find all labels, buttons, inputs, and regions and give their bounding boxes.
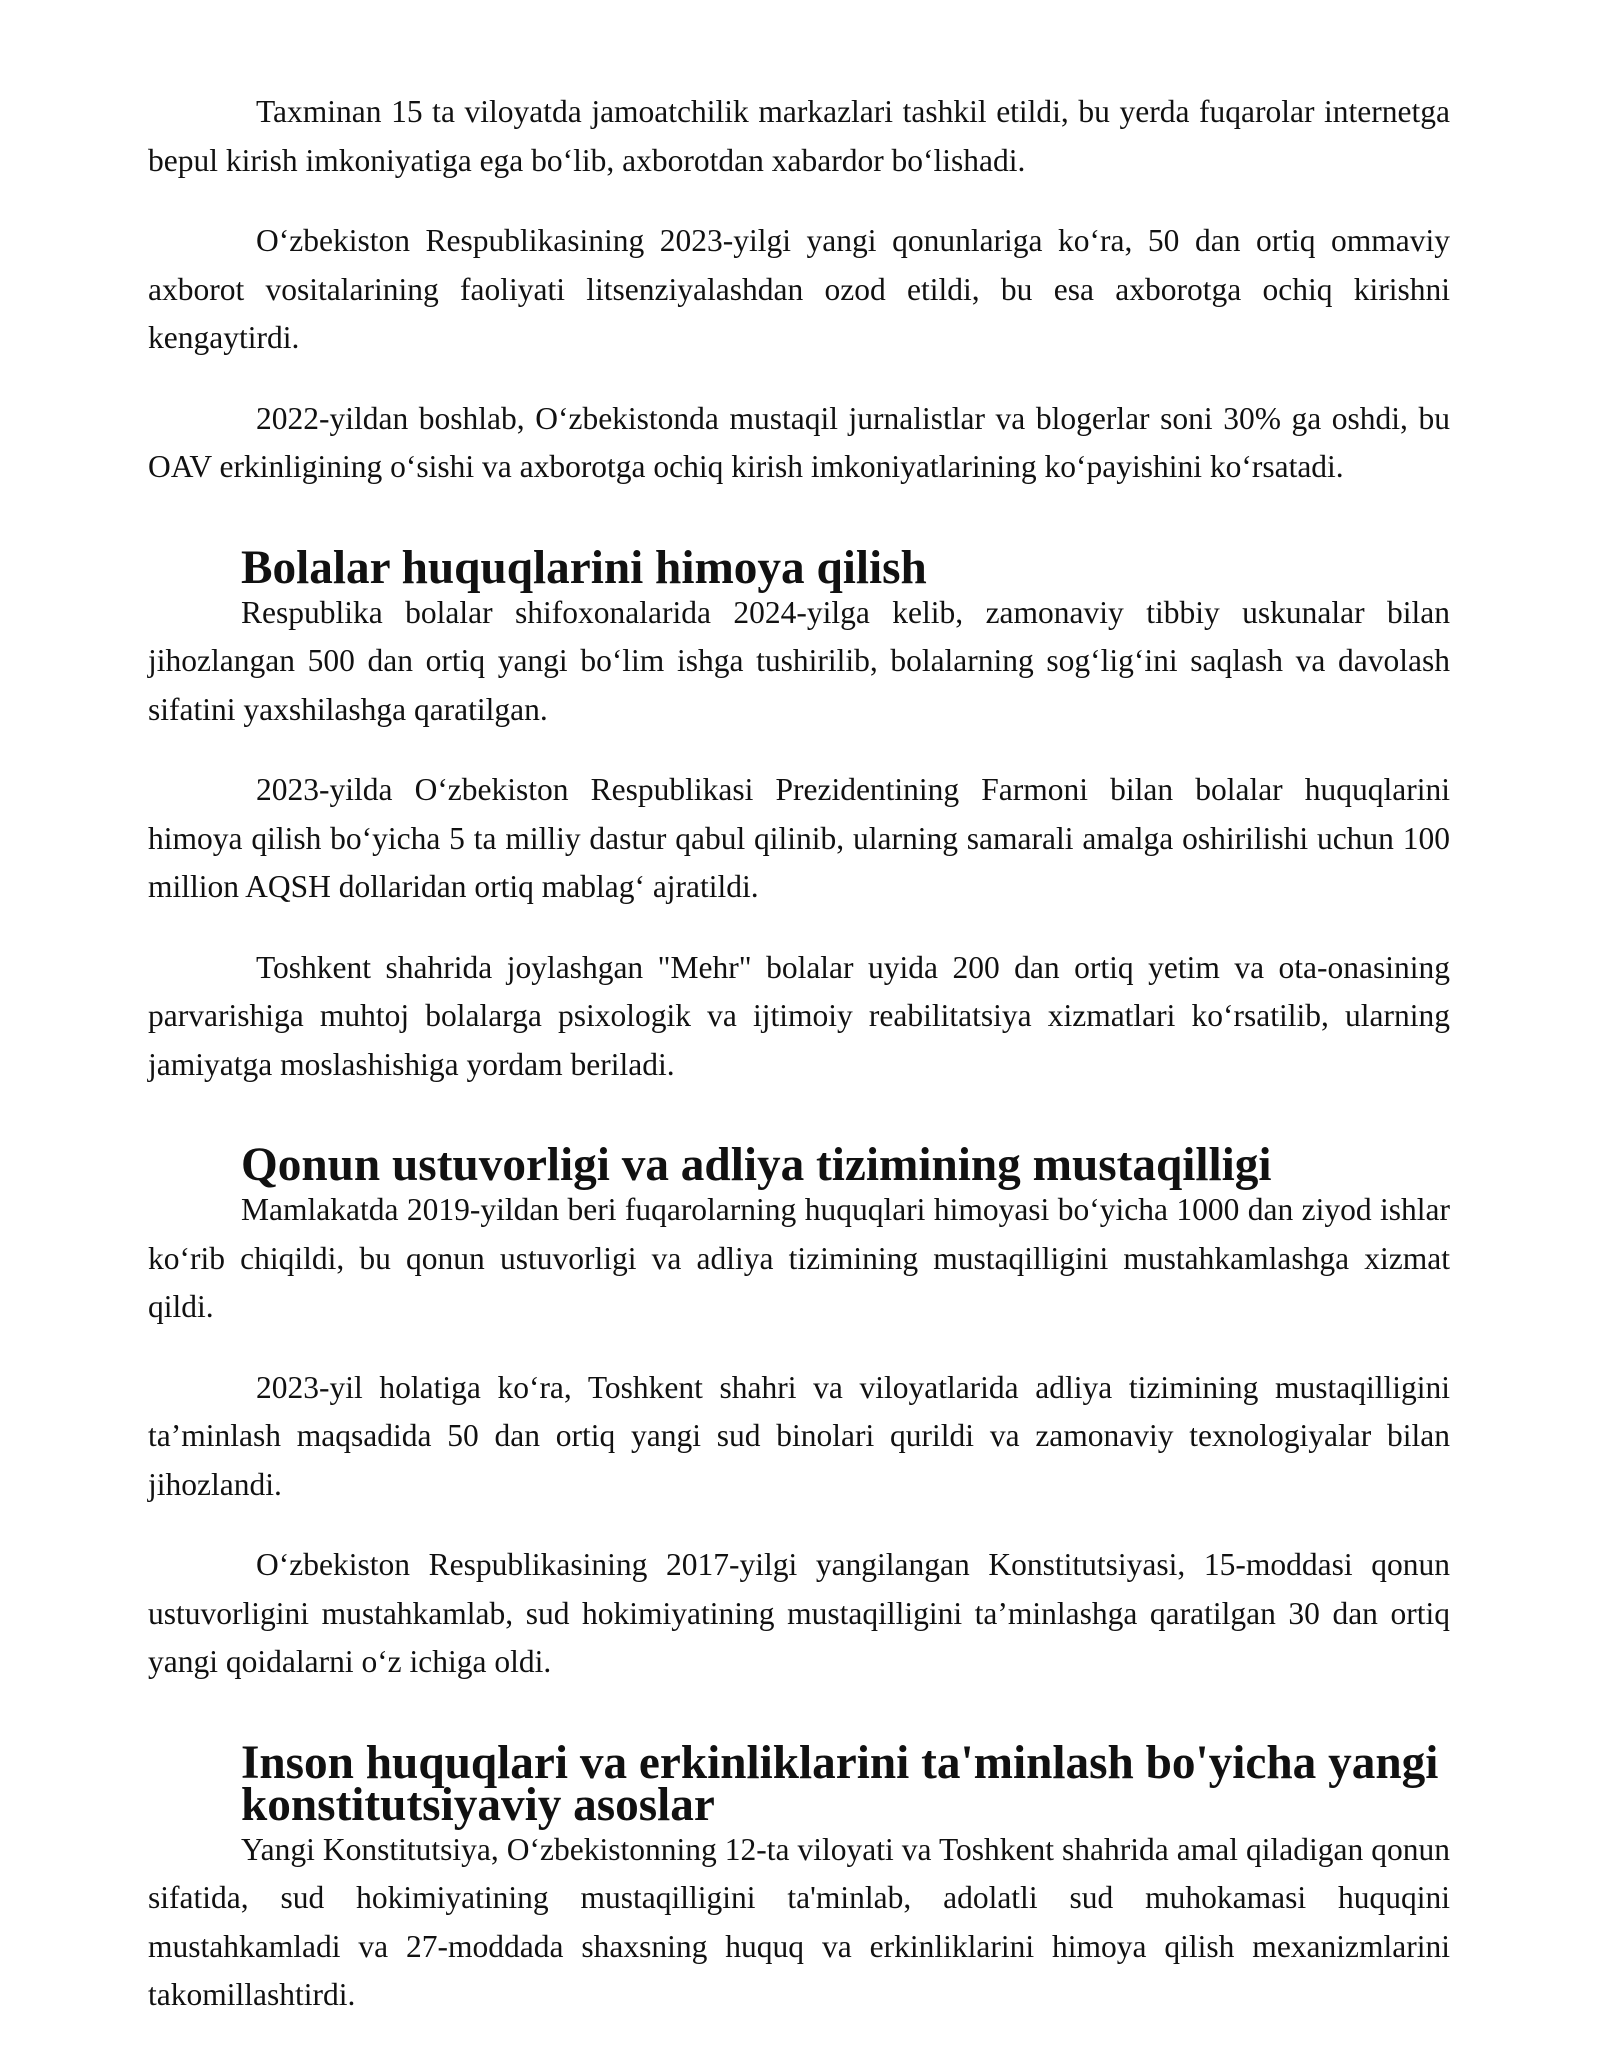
paragraph-journalists-growth: 2022-yildan boshlab, O‘zbekistonda mustaqil jurnalistlar va blogerlar soni 30% ga oshdi, bu OAV erkinligining o‘sishi va axborotga ochiq kirish imkoniyatlarining ko‘payishini ko‘rsatadi. bbox=[148, 400, 1450, 484]
paragraph-community-centers: Taxminan 15 ta viloyatda jamoatchilik markazlari tashkil etildi, bu yerda fuqarolar internetga bepul kirish imkoniyatiga ega bo‘lib, axborotdan xabardor bo‘lishadi. bbox=[148, 94, 1450, 178]
paragraph-national-programs: 2023-yilda O‘zbekiston Respublikasi Prezidentining Farmoni bilan bolalar huquqlarini himoya qilish bo‘yicha 5 ta milliy dastur qabul qilinib, ularning samarali amalga oshirilishi uchun 100 million AQSH dollaridan ortiq mablag‘ ajratildi. bbox=[148, 772, 1450, 904]
paragraph-mehr-orphanage: Toshkent shahrida joylashgan "Mehr" bolalar uyida 200 dan ortiq yetim va ota-onasining parvarishiga muhtoj bolalarga psixologik va ijtimoiy reabilitatsiya xizmatlari ko‘rsatilib, ularning jamiyatga moslashishiga yordam beriladi. bbox=[148, 949, 1450, 1082]
paragraph-court-buildings: 2023-yil holatiga ko‘ra, Toshkent shahri va viloyatlarida adliya tizimining mustaqilligini ta’minlash maqsadida 50 dan ortiq yangi sud binolari qurildi va zamonaviy texnologiyalar bilan jihozlandi. bbox=[148, 1369, 1450, 1502]
section-heading-children-rights: Bolalar huquqlarini himoya qilish bbox=[241, 541, 927, 594]
paragraph-media-licensing: O‘zbekiston Respublikasining 2023-yilgi yangi qonunlariga ko‘ra, 50 dan ortiq ommaviy axborot vositalarining faoliyati litsenziyalashdan ozod etildi, bu esa axborotga ochiq kirishni kengaytirdi. bbox=[148, 223, 1450, 355]
paragraph-constitution-2017: O‘zbekiston Respublikasining 2017-yilgi yangilangan Konstitutsiyasi, 15-moddasi qonun ustuvorligini mustahkamlab, sud hokimiyatining mustaqilligini ta’minlashga qaratilgan 30 dan ortiq yangi qoidalarni o‘z ichiga oldi. bbox=[148, 1547, 1450, 1679]
section-heading-rule-of-law: Qonun ustuvorligi va adliya tizimining mustaqilligi bbox=[241, 1139, 1272, 1191]
paragraph-new-constitution: Yangi Konstitutsiya, O‘zbekistonning 12-ta viloyati va Toshkent shahrida amal qiladigan qonun sifatida, sud hokimiyatining mustaqilligini ta'minlab, adolatli sud muhokamasi huquqini mustahkamladi va 27-moddada shaxsning huquq va erkinliklarini himoya qilish mexanizmlarini takomillashtirdi. bbox=[148, 1831, 1450, 2012]
paragraph-children-hospitals: Respublika bolalar shifoxonalarida 2024-yilga kelib, zamonaviy tibbiy uskunalar bilan jihozlangan 500 dan ortiq yangi bo‘lim ishga tushirilib, bolalarning sog‘lig‘ini saqlash va davolash sifatini yaxshilashga qaratilgan. bbox=[148, 594, 1450, 727]
paragraph-cases-reviewed: Mamlakatda 2019-yildan beri fuqarolarning huquqlari himoyasi bo‘yicha 1000 dan ziyod ishlar ko‘rib chiqildi, bu qonun ustuvorligi va adliya tizimining mustaqilligini mustahkamlashga xizmat qildi. bbox=[148, 1192, 1450, 1324]
document-page bbox=[148, 88, 1450, 2020]
section-heading-constitutional-foundations: Inson huquqlari va erkinliklarini ta'minlash bo'yicha yangi konstitutsiyaviy asoslar bbox=[241, 1736, 1439, 1831]
